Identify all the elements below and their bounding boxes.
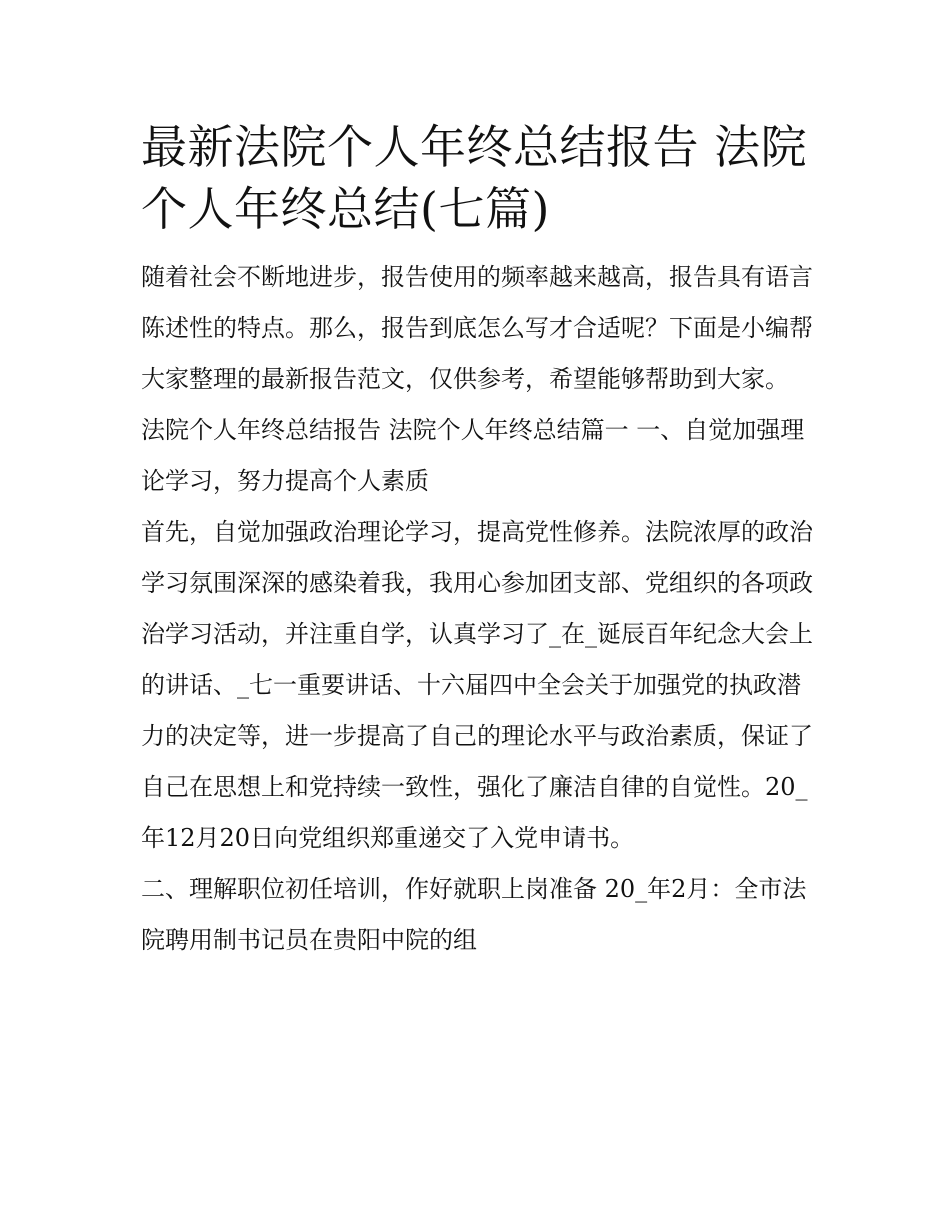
body-paragraph: 首先，自觉加强政治理论学习，提高党性修养。法院浓厚的政治学习氛围深深的感染着我，我用心参加团支部、党组织的各项政治学习活动，并注重自学，认真学习了_在_诞辰百年纪念大会上的讲话、_七一重要讲话、十六届四中全会关于加强党的执政潜力的决定等，进一步提高了自己的理论水平与政治素质，保证了自己在思想上和党持续一致性，强化了廉洁自律的自觉性。20_年12月20日向党组织郑重递交了入党申请书。 bbox=[141, 518, 813, 852]
document-title: 最新法院个人年终总结报告 法院个人年终总结(七篇) bbox=[141, 120, 808, 236]
intro-paragraph: 随着社会不断地进步，报告使用的频率越来越高，报告具有语言陈述性的特点。那么，报告到底怎么写才合适呢？下面是小编帮大家整理的最新报告范文，仅供参考，希望能够帮助到大家。 bbox=[141, 263, 813, 393]
body-paragraph: 二、理解职位初任培训，作好就职上岗准备 20_年2月：全市法院聘用制书记员在贵阳中院的组 bbox=[141, 875, 807, 954]
section-heading-paragraph: 法院个人年终总结报告 法院个人年终总结篇一 一、自觉加强理论学习，努力提高个人素质 bbox=[141, 416, 805, 495]
document-body bbox=[141, 116, 821, 966]
